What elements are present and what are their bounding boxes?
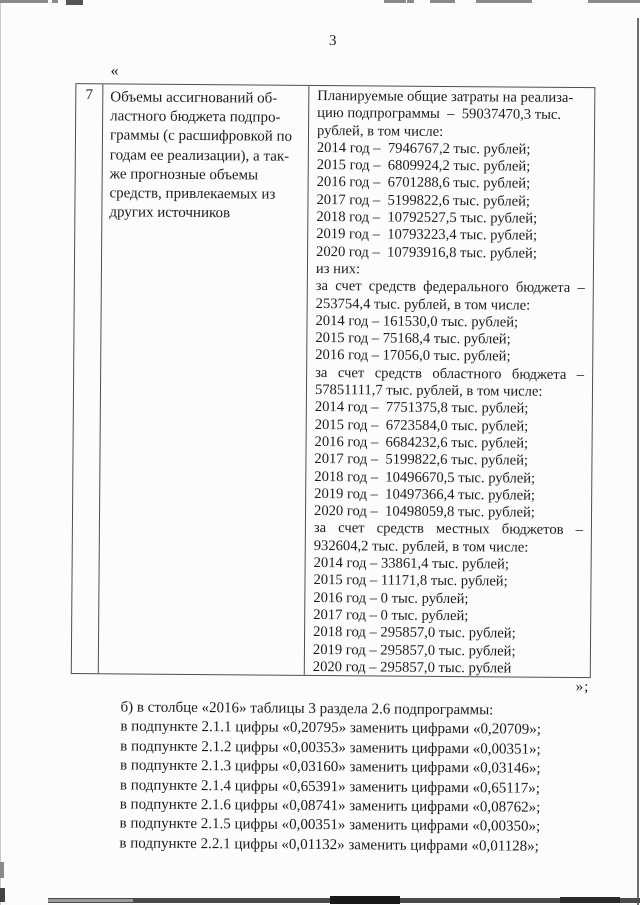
- text-line: 2016 год – 6684232,6 тыс. рублей;: [314, 433, 529, 452]
- closing-quote-mark: »;: [575, 679, 590, 696]
- scan-artifact-top-edge: [384, 0, 406, 3]
- text-line: 2016 год – 6701288,6 тыс. рублей;: [316, 174, 531, 193]
- scan-artifact-top-edge: [430, 0, 455, 3]
- text-line: 2015 год – 11171,8 тыс. рублей;: [313, 572, 508, 590]
- text-line: 57851111,7 тыс. рублей, в том числе:: [314, 382, 543, 400]
- page-number: 3: [328, 33, 337, 50]
- text-line: 2019 год – 295857,0 тыс. рублей;: [312, 641, 516, 660]
- text-line: других источников: [109, 204, 231, 222]
- scan-artifact-top-edge: [407, 0, 414, 3]
- text-line: в подпункте 2.1.2 цифры «0,00353» заменить цифрами «0,00351»;: [120, 738, 541, 758]
- scan-artifact-left-edge: [0, 888, 5, 902]
- text-line: в подпункте 2.2.1 цифры «0,01132» заменить цифрами «0,01128»;: [119, 835, 539, 855]
- opening-quote-mark: «: [110, 62, 119, 80]
- text-line: средств, привлекаемых из: [109, 185, 276, 203]
- scan-artifact-left-edge: [0, 862, 4, 878]
- text-line: 2018 год – 10792527,5 тыс. рублей;: [316, 209, 538, 227]
- text-line: 253754,4 тыс. рублей, в том числе:: [315, 295, 531, 314]
- scan-artifact-bottom-edge: [560, 897, 620, 903]
- text-line: 2016 год – 17056,0 тыс. рублей;: [315, 347, 511, 365]
- text-line: 2018 год – 295857,0 тыс. рублей;: [313, 624, 516, 642]
- text-line: Планируемые общие затраты на реализа-: [317, 87, 574, 106]
- text-line: 2014 год – 161530,0 тыс. рублей;: [315, 312, 519, 331]
- row-value-cell: [305, 86, 595, 677]
- text-line: же прогнозные объемы: [109, 166, 259, 184]
- row-number-cell: 7: [72, 84, 104, 673]
- text-line: б) в столбце «2016» таблицы 3 раздела 2.6 подпрограммы:: [120, 699, 494, 719]
- text-line: за счет средств федерального бюджета –: [315, 278, 585, 297]
- text-line: 2017 год – 5199822,6 тыс. рублей;: [316, 191, 531, 210]
- text-line: 2015 год – 75168,4 тыс. рублей;: [315, 330, 511, 348]
- text-line: 2020 год – 295857,0 тыс. рублей: [312, 658, 512, 677]
- scan-artifact-bottom-edge: [330, 896, 400, 904]
- text-line: 2015 год – 6809924,2 тыс. рублей;: [316, 157, 531, 175]
- text-line: за счет средств местных бюджетов –: [313, 520, 583, 539]
- row-title-cell: [99, 84, 310, 675]
- text-line: 2019 год – 10793223,4 тыс. рублей;: [316, 226, 538, 245]
- text-line: 2017 год – 0 тыс. рублей;: [313, 606, 469, 625]
- text-line: граммы (с расшифровкой по: [109, 127, 293, 146]
- scan-artifact-bottom-edge: [48, 899, 133, 902]
- text-line: в подпункте 2.1.5 цифры «0,00351» заменить цифрами «0,00350»;: [119, 815, 541, 836]
- scan-artifact-right-edge: [637, 18, 639, 905]
- text-line: в подпункте 2.1.3 цифры «0,03160» заменить цифрами «0,03146»;: [119, 757, 541, 777]
- text-line: 2015 год – 6723584,0 тыс. рублей;: [314, 416, 529, 435]
- text-line: 2020 год – 10498059,8 тыс. рублей;: [313, 503, 535, 521]
- scan-artifact-left-edge: [0, 0, 1, 905]
- scan-artifact-top-edge: [0, 0, 48, 3]
- scan-artifact-top-edge: [52, 0, 58, 3]
- text-line: 932604,2 тыс. рублей, в том числе:: [313, 537, 529, 556]
- scan-artifact-top-edge: [476, 0, 532, 3]
- text-line: 2014 год – 33861,4 тыс. рублей;: [313, 554, 509, 573]
- text-line: в подпункте 2.1.6 цифры «0,08741» заменить цифрами «0,08762»;: [119, 796, 541, 816]
- text-line: Объемы ассигнований об-: [110, 89, 278, 107]
- text-line: 2014 год – 7946767,2 тыс. рублей;: [316, 139, 531, 158]
- text-line: в подпункте 2.1.1 цифры «0,20795» заменить цифрами «0,20709»;: [120, 718, 541, 739]
- text-line: рублей, в том числе:: [316, 122, 444, 140]
- text-line: 2016 год – 0 тыс. рублей;: [313, 589, 469, 607]
- scan-artifact-top-edge: [588, 0, 640, 3]
- passport-table: [71, 83, 596, 678]
- scan-artifact-top-edge: [66, 0, 83, 5]
- text-line: 2017 год – 5199822,6 тыс. рублей;: [314, 451, 529, 469]
- text-line: 2018 год – 10496670,5 тыс. рублей;: [314, 468, 536, 487]
- text-line: ластного бюджета подпро-: [110, 108, 281, 126]
- text-line: 2020 год – 10793916,8 тыс. рублей;: [316, 243, 537, 262]
- text-line: цию подпрограммы – 59037470,3 тыс.: [317, 105, 562, 124]
- text-line: 2014 год – 7751375,8 тыс. рублей;: [314, 399, 529, 417]
- amendments-paragraph: [119, 698, 580, 857]
- text-line: в подпункте 2.1.4 цифры «0,65391» заменить цифрами «0,65117»;: [119, 777, 540, 797]
- text-line: 2019 год – 10497366,4 тыс. рублей;: [314, 485, 536, 504]
- text-line: годам ее реализации), а так-: [109, 146, 290, 165]
- text-line: за счет средств областного бюджета –: [315, 364, 585, 383]
- text-line: из них:: [315, 260, 361, 278]
